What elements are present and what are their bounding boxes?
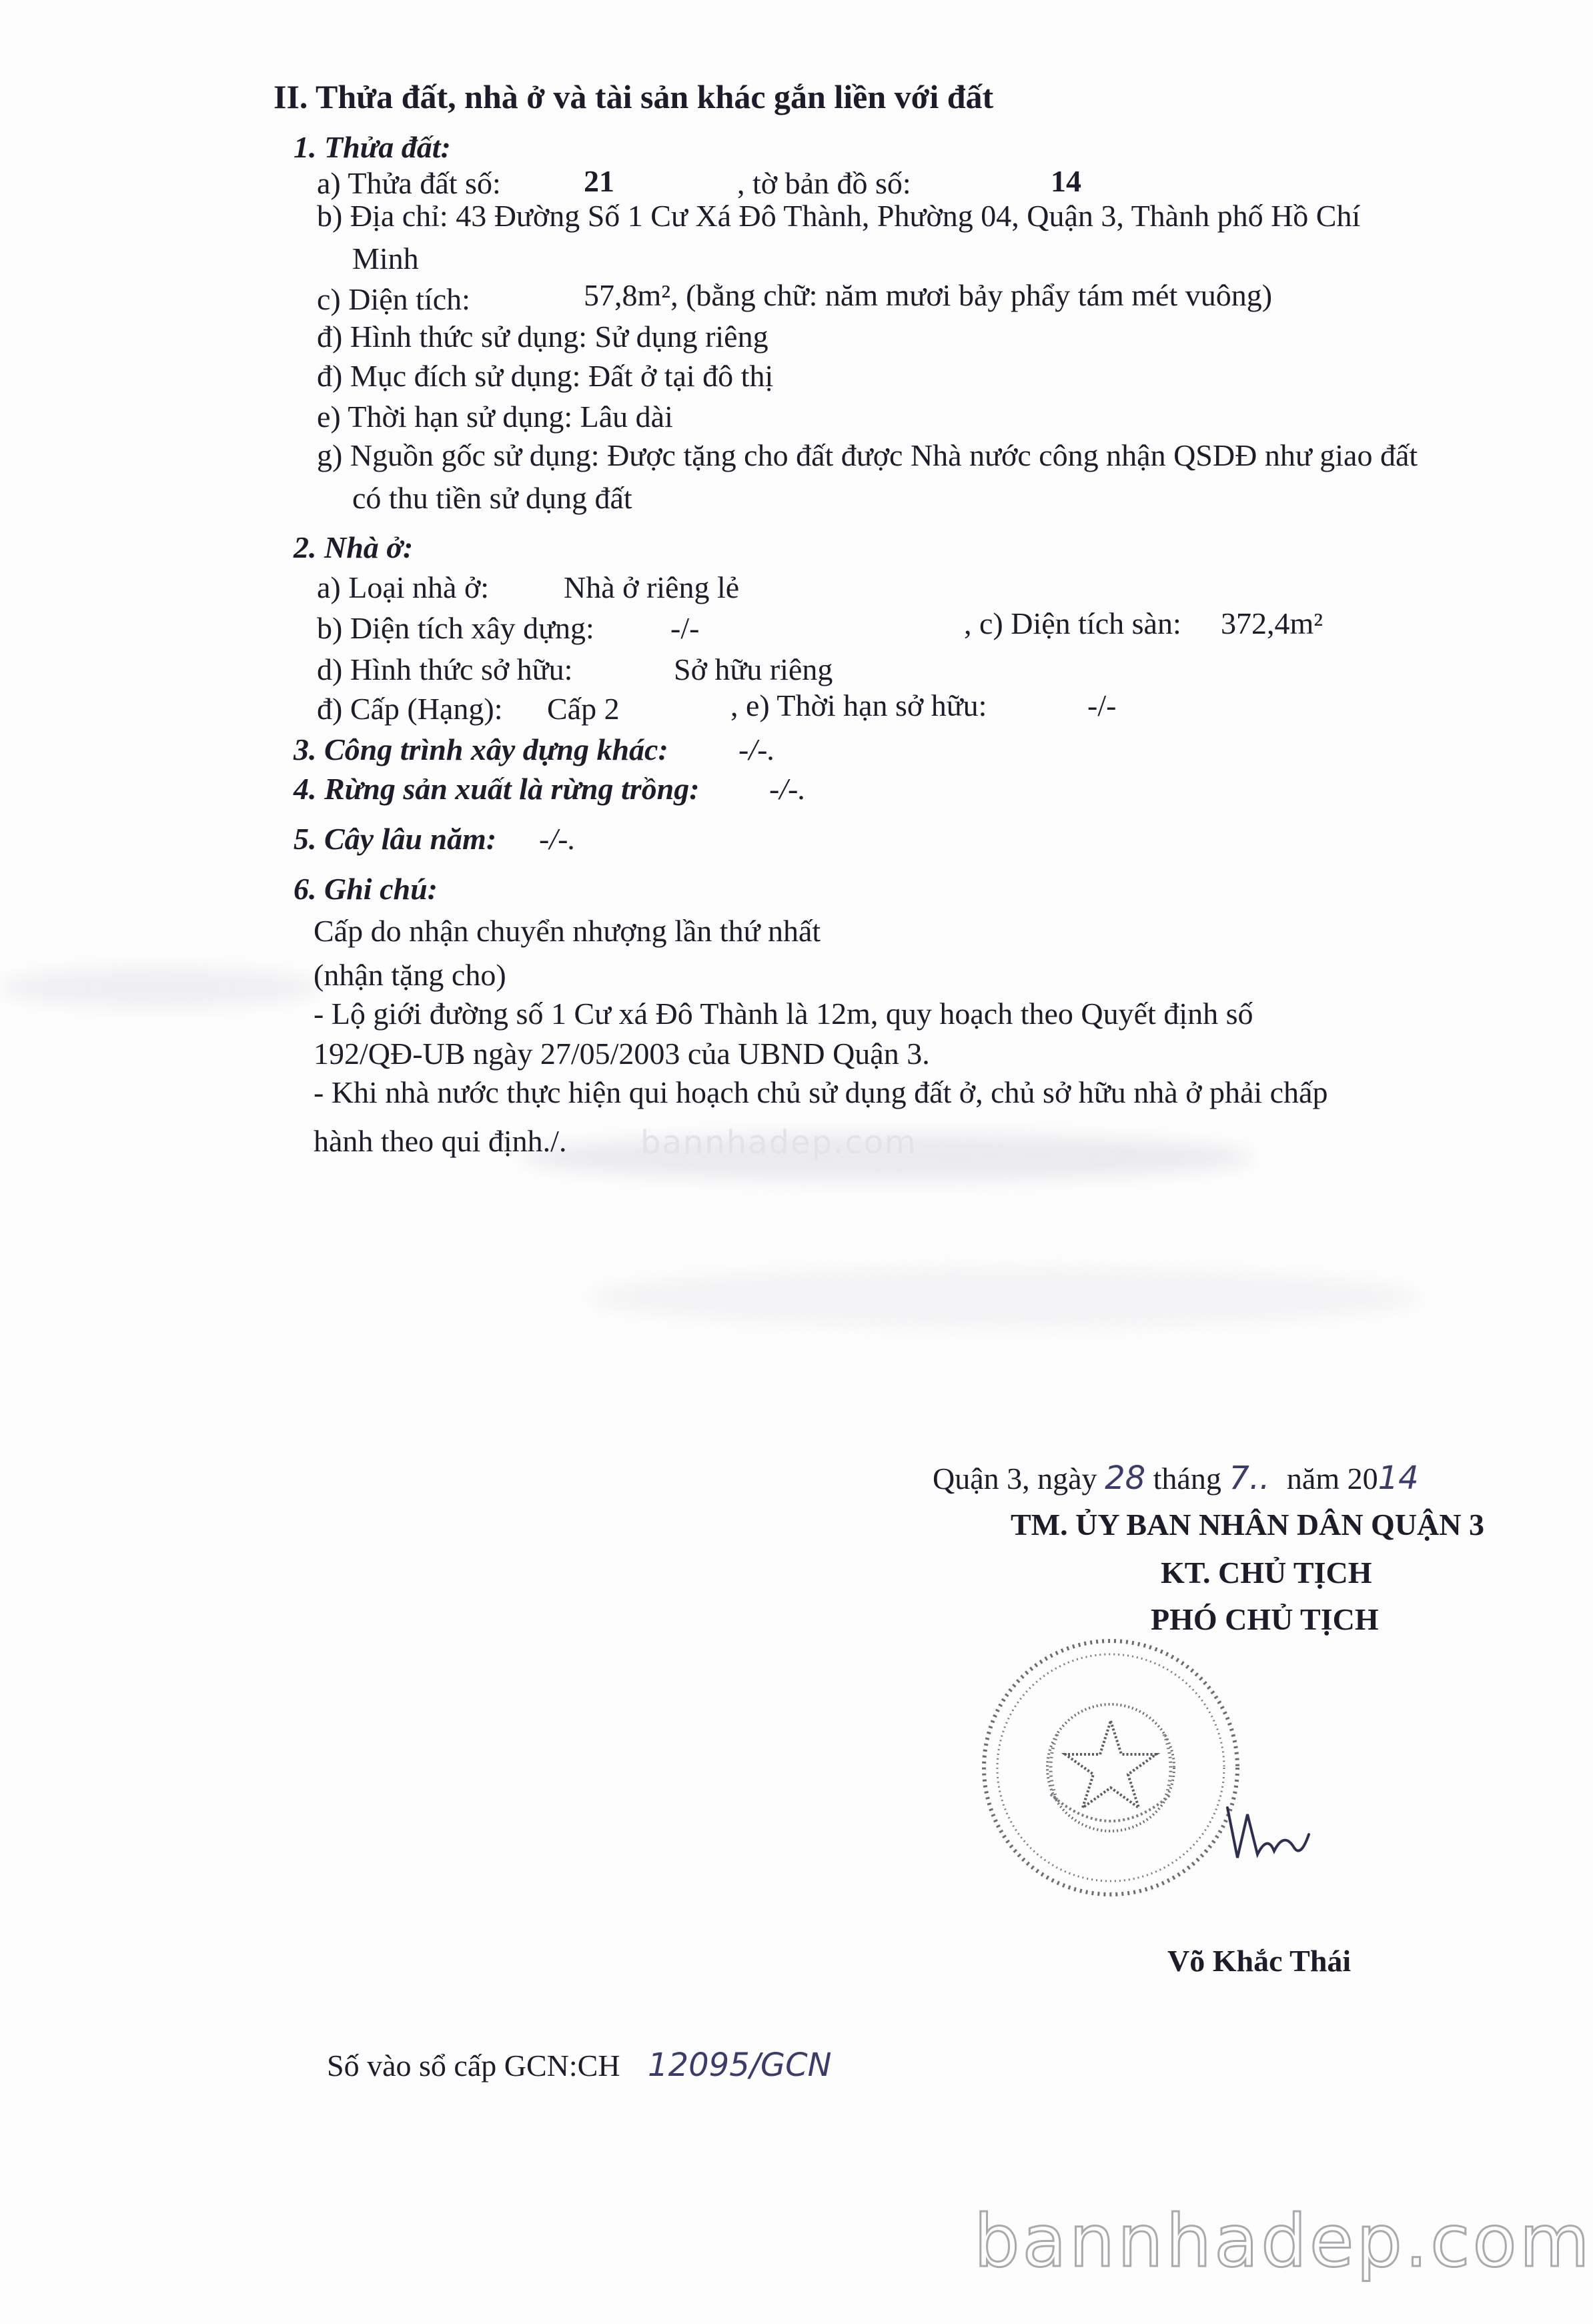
date-day: 28 <box>1105 1460 1146 1497</box>
origin-line1: g) Nguồn gốc sử dụng: Được tặng cho đất được Nhà nước công nhận QSDĐ như giao đất <box>317 438 1418 472</box>
section-title: II. Thửa đất, nhà ở và tài sản khác gắn liền với đất <box>274 78 994 115</box>
grade-value: Cấp 2 <box>547 692 620 726</box>
watermark-bottom: bannhadep.com <box>974 2200 1592 2283</box>
notes-line4: 192/QĐ-UB ngày 27/05/2003 của UBND Quận 3. <box>314 1037 930 1071</box>
own-term-value: -/- <box>1087 688 1117 722</box>
parcel-label: a) Thửa đất số: <box>317 166 501 200</box>
usage-form: đ) Hình thức sử dụng: Sử dụng riêng <box>317 320 768 354</box>
land-heading: 1. Thửa đất: <box>294 130 451 164</box>
perennial-value: -/-. <box>539 822 576 856</box>
floor-area-label: , c) Diện tích sàn: <box>964 606 1181 640</box>
house-heading: 2. Nhà ở: <box>294 530 414 564</box>
notes-line5: - Khi nhà nước thực hiện qui hoạch chủ sử dụng đất ở, chủ sở hữu nhà ở phải chấp <box>314 1075 1328 1109</box>
parcel-number: 21 <box>584 164 614 198</box>
signer-org: TM. ỦY BAN NHÂN DÂN QUẬN 3 <box>1011 1508 1484 1542</box>
notes-line6: hành theo qui định./. <box>314 1124 567 1158</box>
origin-line2: có thu tiền sử dụng đất <box>352 481 632 515</box>
watermark-mid: bannhadep.com <box>640 1124 917 1161</box>
signer-name: Võ Khắc Thái <box>1167 1944 1352 1978</box>
notes-line1: Cấp do nhận chuyển nhượng lần thứ nhất <box>314 914 821 948</box>
map-label: , tờ bản đồ số: <box>737 166 911 200</box>
date-line <box>933 1460 1419 1498</box>
floor-area-value: 372,4m² <box>1221 606 1323 640</box>
registry-label: Số vào sổ cấp GCN:CH <box>327 2049 620 2083</box>
notes-heading: 6. Ghi chú: <box>294 872 438 906</box>
forest-heading: 4. Rừng sản xuất là rừng trồng: <box>294 772 700 806</box>
construction-heading: 3. Công trình xây dựng khác: <box>294 732 668 766</box>
date-month: 7.. <box>1229 1460 1270 1497</box>
registry-line <box>327 2047 832 2085</box>
ownership-value: Sở hữu riêng <box>674 652 833 686</box>
address-line1: b) Địa chỉ: 43 Đường Số 1 Cư Xá Đô Thành, Phường 04, Quận 3, Thành phố Hồ Chí <box>317 199 1361 233</box>
area-value: 57,8m², (bằng chữ: năm mươi bảy phẩy tám mét vuông) <box>584 278 1273 312</box>
map-number: 14 <box>1051 164 1081 198</box>
forest-value: -/-. <box>769 772 806 806</box>
signer-role1: KT. CHỦ TỊCH <box>1161 1556 1372 1590</box>
signature-mark <box>1221 1794 1314 1874</box>
build-area-label: b) Diện tích xây dựng: <box>317 611 594 645</box>
perennial-heading: 5. Cây lâu năm: <box>294 822 497 856</box>
usage-purpose: đ) Mục đích sử dụng: Đất ở tại đô thị <box>317 359 774 393</box>
scan-smear <box>0 967 320 1007</box>
own-term-label: , e) Thời hạn sở hữu: <box>730 688 987 722</box>
date-year-label: năm 20 <box>1286 1462 1378 1496</box>
signer-role2: PHÓ CHỦ TỊCH <box>1151 1602 1379 1636</box>
notes-line2: (nhận tặng cho) <box>314 958 506 992</box>
official-seal <box>971 1628 1251 1908</box>
date-prefix: Quận 3, ngày <box>933 1462 1097 1496</box>
grade-label: đ) Cấp (Hạng): <box>317 692 503 726</box>
house-type-value: Nhà ở riêng lẻ <box>564 570 740 604</box>
address-line2: Minh <box>352 241 419 275</box>
usage-term: e) Thời hạn sử dụng: Lâu dài <box>317 400 673 434</box>
scan-smear <box>587 1267 1421 1327</box>
notes-line3: - Lộ giới đường số 1 Cư xá Đô Thành là 12m, quy hoạch theo Quyết định số <box>314 997 1253 1031</box>
construction-value: -/-. <box>738 732 775 766</box>
area-label: c) Diện tích: <box>317 282 470 316</box>
registry-number: 12095/GCN <box>648 2047 832 2084</box>
date-month-label: tháng <box>1153 1462 1221 1496</box>
house-type-label: a) Loại nhà ở: <box>317 570 490 604</box>
build-area-value: -/- <box>670 611 700 645</box>
ownership-label: d) Hình thức sở hữu: <box>317 652 573 686</box>
date-year: 14 <box>1378 1460 1419 1497</box>
